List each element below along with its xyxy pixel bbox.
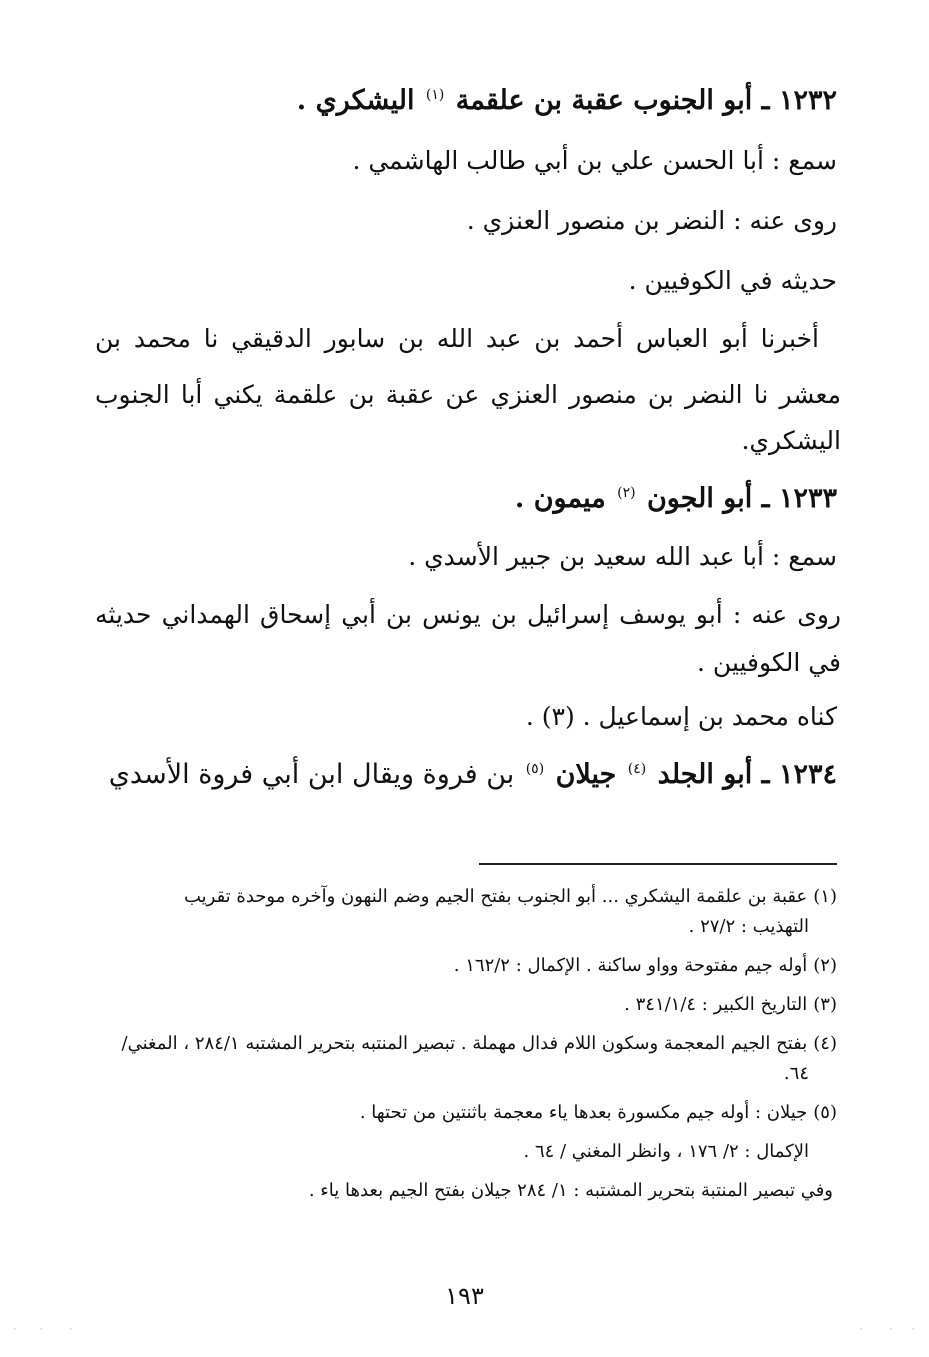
entry-title-mid: جيلان [555, 759, 617, 790]
footnotes [91, 882, 837, 1215]
footnote-continuation: التهذيب : ٢٧/٢ . [688, 916, 809, 937]
scan-speck [912, 1328, 914, 1330]
paragraph-line: في الكوفيين . [697, 648, 841, 677]
scan-speck [860, 1328, 862, 1330]
footnote-5-extra: وفي تبصير المنتبة بتحرير المشتبه : ١/ ٢٨٤ جيلان بفتح الجيم بعدها ياء . [308, 1180, 833, 1201]
paragraph-line: اليشكري. [741, 426, 841, 455]
footnote-number: (٤) [813, 1033, 837, 1054]
entry-title-tail: بن فروة ويقال ابن أبي فروة الأسدي [108, 759, 515, 790]
isnad-paragraph [95, 322, 841, 458]
scan-speck [890, 1328, 892, 1330]
narrators-paragraph [95, 598, 841, 680]
footnote-text: عقبة بن علقمة اليشكري ... أبو الجنوب بفتح الجيم وضم النهون وآخره موحدة تقريب [183, 886, 808, 907]
footnote-number: (٥) [813, 1102, 837, 1123]
footnote-continuation: ٦٤. [783, 1063, 809, 1084]
entry-title: ١٢٣٢ ـ أبو الجنوب عقبة بن علقمة [455, 85, 837, 116]
entry-heading-1232 [95, 78, 837, 118]
footnote-2 [91, 951, 837, 981]
footnote-text: أوله جيم مفتوحة وواو ساكنة . الإكمال : ١٦٢/٢ . [453, 955, 808, 976]
footnote-1 [91, 882, 837, 942]
footnote-4 [91, 1029, 837, 1089]
entry-heading-1234 [91, 752, 837, 792]
footnote-number: (٣) [813, 994, 837, 1015]
entry-title-tail: اليشكري . [296, 85, 415, 116]
footnote-ref: (٢) [617, 485, 636, 501]
footnote-number: (٢) [813, 955, 837, 976]
entry-line: سمع : أبا الحسن علي بن أبي طالب الهاشمي . [352, 146, 837, 175]
footnote-text: التاريخ الكبير : ٣٤١/١/٤ . [624, 994, 808, 1015]
footnote-ref: (٥) [525, 761, 545, 777]
entry-title-tail: ميمون . [514, 483, 606, 514]
entry-line: سمع : أبا عبد الله سعيد بن جبير الأسدي . [408, 542, 837, 571]
entry-line: كناه محمد بن إسماعيل . (٣) . [525, 702, 837, 731]
paragraph-line: معشر نا النضر بن منصور العنزي عن عقبة بن علقمة يكني أبا الجنوب [95, 380, 841, 409]
footnote-5-extra: الإكمال : ٢/ ١٧٦ ، وانظر المغني / ٦٤ . [523, 1141, 809, 1162]
footnote-text: جيلان : أوله جيم مكسورة بعدها ياء معجمة باثنتين من تحتها . [359, 1102, 808, 1123]
footnote-5 [91, 1098, 837, 1128]
paragraph-line: روى عنه : أبو يوسف إسرائيل بن يونس بن أبي إسحاق الهمداني حديثه [95, 600, 841, 629]
entry-heading-1233 [95, 476, 837, 516]
footnote-ref: (٤) [627, 761, 647, 777]
footnote-3 [91, 990, 837, 1020]
entry-title: ١٢٣٤ ـ أبو الجلد [657, 759, 837, 790]
page-number: ١٩٣ [445, 1282, 484, 1310]
scan-speck [70, 1328, 72, 1330]
scan-specks [0, 1328, 929, 1334]
main-text [95, 78, 841, 792]
footnote-number: (١) [813, 886, 837, 907]
footnote-divider [479, 863, 837, 865]
entry-line: حديثه في الكوفيين . [628, 266, 837, 295]
footnote-text: بفتح الجيم المعجمة وسكون اللام فدال مهملة . تبصير المنتبه بتحرير المشتبه ٢٨٤/١ ، المغني/ [121, 1033, 808, 1054]
scan-speck [14, 1328, 16, 1330]
entry-line: روى عنه : النضر بن منصور العنزي . [466, 206, 837, 235]
paragraph-line: أخبرنا أبو العباس أحمد بن عبد الله بن سابور الدقيقي نا محمد بن [95, 324, 819, 353]
scan-speck [40, 1328, 42, 1330]
footnote-ref: (١) [425, 87, 445, 103]
entry-title: ١٢٣٣ ـ أبو الجون [646, 483, 837, 514]
